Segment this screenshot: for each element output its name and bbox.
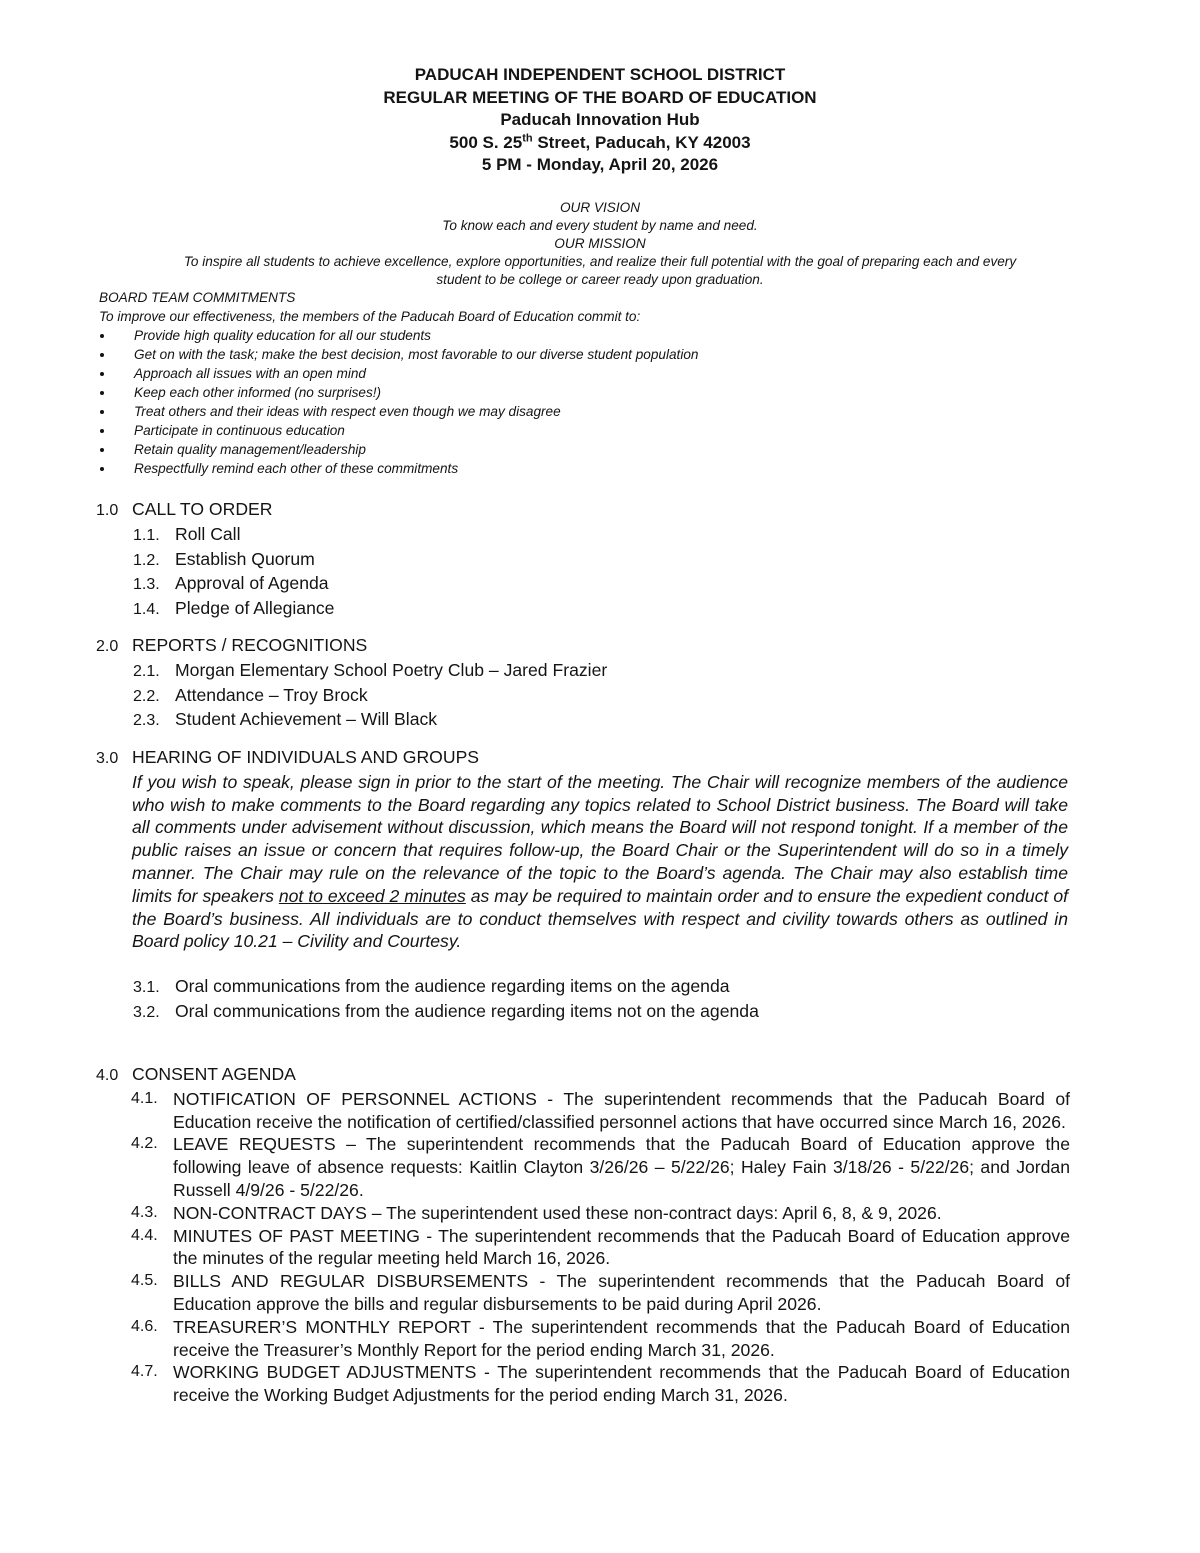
agenda-item: [131, 1270, 1070, 1316]
agenda-item: [96, 684, 607, 709]
item-number: 1.2.: [133, 551, 160, 569]
section-number: 4.0: [96, 1067, 119, 1084]
commitments-intro: To improve our effectiveness, the members of the Paducah Board of Education commit to:: [99, 309, 641, 324]
agenda-item: [96, 1000, 1068, 1025]
section-title: CALL TO ORDER: [132, 499, 273, 519]
time-limit-emphasis: not to exceed 2 minutes: [278, 885, 466, 906]
section-heading: [96, 498, 334, 523]
commitments-heading: BOARD TEAM COMMITMENTS: [99, 290, 296, 305]
district-name: PADUCAH INDEPENDENT SCHOOL DISTRICT: [414, 65, 786, 84]
item-text: NOTIFICATION OF PERSONNEL ACTIONS - The superintendent recommends that the Paducah Board of Education receive the notification of certified/classified personnel actions that have occurred since March 16, 2026.: [173, 1088, 1070, 1132]
address-number: 500 S. 25: [449, 132, 523, 152]
section-items: [96, 523, 334, 622]
hearing-text-part2: as may be required to maintain order and to ensure the expedient conduct of the Board’s business. All individuals are to conduct themselves with respect and civility towards others as outlined in Board policy 10.21 – Civility and Courtesy.: [132, 885, 1069, 952]
commitment-item: Get on with the task; make the best decision, most favorable to our diverse student population: [99, 345, 1099, 364]
vision-mission: [0, 199, 1200, 289]
agenda-item: [96, 572, 334, 597]
item-text: LEAVE REQUESTS – The superintendent recommends that the Paducah Board of Education approve the following leave of absence requests: Kaitlin Clayton 3/26/26 – 5/22/26; Haley Fain 3/18/26 - 5/22/26; and Jordan Russell 4/9/26 - 5/22/26.: [173, 1134, 1070, 1200]
board-commitments: [99, 288, 1099, 478]
agenda-item: [96, 597, 334, 622]
item-text: NON-CONTRACT DAYS – The superintendent used these non-contract days: April 6, 8, & 9, 2026.: [173, 1202, 942, 1223]
item-text: Oral communications from the audience regarding items not on the agenda: [175, 1000, 759, 1021]
hearing-text-part1: If you wish to speak, please sign in prior to the start of the meeting. The Chair will recognize members of the audience who wish to make comments to the Board regarding any topics related to School District business. The Board will take all comments under advisement without discussion, which means the Board will not respond tonight. If a member of the public raises an issue or concern that requires follow-up, the Board Chair or the Superintendent will do so in a timely manner. The Chair may rule on the relevance of the topic to the Board’s agenda. The Chair may also establish time limits for speakers: [132, 771, 1068, 906]
agenda-item: [131, 1361, 1070, 1407]
address-street: Street, Paducah, KY 42003: [532, 132, 751, 152]
item-number: 4.6.: [131, 1317, 158, 1335]
item-number: 3.2.: [133, 1003, 160, 1021]
section-number: 2.0: [96, 638, 119, 655]
commitment-item: Approach all issues with an open mind: [99, 364, 1099, 383]
item-text: Student Achievement – Will Black: [175, 709, 438, 730]
vision-heading: OUR VISION: [559, 200, 641, 215]
item-number: 4.3.: [131, 1203, 158, 1221]
meeting-datetime: 5 PM - Monday, April 20, 2026: [481, 155, 719, 174]
consent-items: [96, 1088, 1070, 1407]
commitment-item: Respectfully remind each other of these commitments: [99, 459, 1099, 478]
item-text: Roll Call: [175, 523, 241, 544]
meeting-venue: Paducah Innovation Hub: [500, 110, 700, 129]
section-title: HEARING OF INDIVIDUALS AND GROUPS: [132, 747, 480, 767]
section-consent-agenda: [96, 1063, 1070, 1407]
commitment-item: Keep each other informed (no surprises!): [99, 383, 1099, 402]
item-text: WORKING BUDGET ADJUSTMENTS - The superintendent recommends that the Paducah Board of Education receive the Working Budget Adjustments for the period ending March 31, 2026.: [173, 1362, 1070, 1406]
section-heading: [96, 1063, 1070, 1088]
section-reports: [96, 634, 607, 733]
item-text: MINUTES OF PAST MEETING - The superintendent recommends that the Paducah Board of Education approve the minutes of the regular meeting held March 16, 2026.: [173, 1225, 1070, 1269]
item-number: 4.4.: [131, 1226, 158, 1244]
mission-text-line1: To inspire all students to achieve excellence, explore opportunities, and realize their full potential with the goal of preparing each and every: [183, 254, 1017, 269]
item-number: 4.7.: [131, 1363, 158, 1381]
agenda-item: [131, 1088, 1070, 1134]
agenda-item: [131, 1316, 1070, 1362]
item-text: Oral communications from the audience regarding items on the agenda: [175, 976, 730, 997]
agenda-item: [131, 1225, 1070, 1271]
commitment-item: Participate in continuous education: [99, 421, 1099, 440]
agenda-item: [131, 1133, 1070, 1201]
agenda-item: [96, 523, 334, 548]
mission-text-line2: student to be college or career ready upon graduation.: [436, 272, 764, 287]
item-number: 2.1.: [133, 662, 160, 680]
item-number: 1.3.: [133, 576, 160, 594]
section-hearing: [96, 746, 1068, 1025]
commitment-item: Retain quality management/leadership: [99, 440, 1099, 459]
item-text: Pledge of Allegiance: [175, 598, 335, 619]
item-number: 4.2.: [131, 1135, 158, 1153]
vision-text: To know each and every student by name and need.: [442, 218, 758, 233]
item-text: Approval of Agenda: [175, 573, 329, 594]
item-number: 4.5.: [131, 1272, 158, 1290]
section-title: REPORTS / RECOGNITIONS: [132, 635, 368, 655]
agenda-item: [131, 1202, 1070, 1225]
mission-heading: OUR MISSION: [554, 236, 646, 251]
section-heading: [96, 746, 1068, 771]
item-number: 3.1.: [133, 979, 160, 997]
agenda-header: [0, 64, 1200, 177]
commitments-list: [99, 326, 1099, 478]
section-items: [96, 975, 1068, 1025]
commitment-item: Treat others and their ideas with respect even though we may disagree: [99, 402, 1099, 421]
item-number: 2.2.: [133, 687, 160, 705]
item-text: TREASURER’S MONTHLY REPORT - The superintendent recommends that the Paducah Board of Education receive the Treasurer’s Monthly Report for the period ending March 31, 2026.: [173, 1316, 1070, 1360]
section-number: 1.0: [96, 502, 119, 519]
agenda-item: [96, 708, 607, 733]
item-number: 2.3.: [133, 712, 160, 730]
commitment-item: Provide high quality education for all our students: [99, 326, 1099, 345]
section-number: 3.0: [96, 750, 119, 767]
item-text: Establish Quorum: [175, 548, 315, 569]
item-text: Morgan Elementary School Poetry Club – Jared Frazier: [175, 659, 608, 680]
agenda-item: [96, 548, 334, 573]
hearing-paragraph: [132, 771, 1068, 953]
agenda-item: [96, 975, 1068, 1000]
section-heading: [96, 634, 607, 659]
item-text: Attendance – Troy Brock: [175, 684, 368, 705]
section-call-to-order: [96, 498, 334, 622]
meeting-address: [0, 132, 1200, 155]
meeting-title: REGULAR MEETING OF THE BOARD OF EDUCATION: [383, 87, 817, 107]
section-title: CONSENT AGENDA: [132, 1064, 296, 1084]
address-ordinal: th: [522, 131, 533, 144]
item-number: 1.4.: [133, 601, 160, 619]
item-number: 4.1.: [131, 1089, 158, 1107]
agenda-item: [96, 659, 607, 684]
section-items: [96, 659, 607, 733]
item-number: 1.1.: [133, 526, 160, 544]
item-text: BILLS AND REGULAR DISBURSEMENTS - The superintendent recommends that the Paducah Board of Education approve the bills and regular disbursements to be paid during April 2026.: [173, 1271, 1070, 1314]
